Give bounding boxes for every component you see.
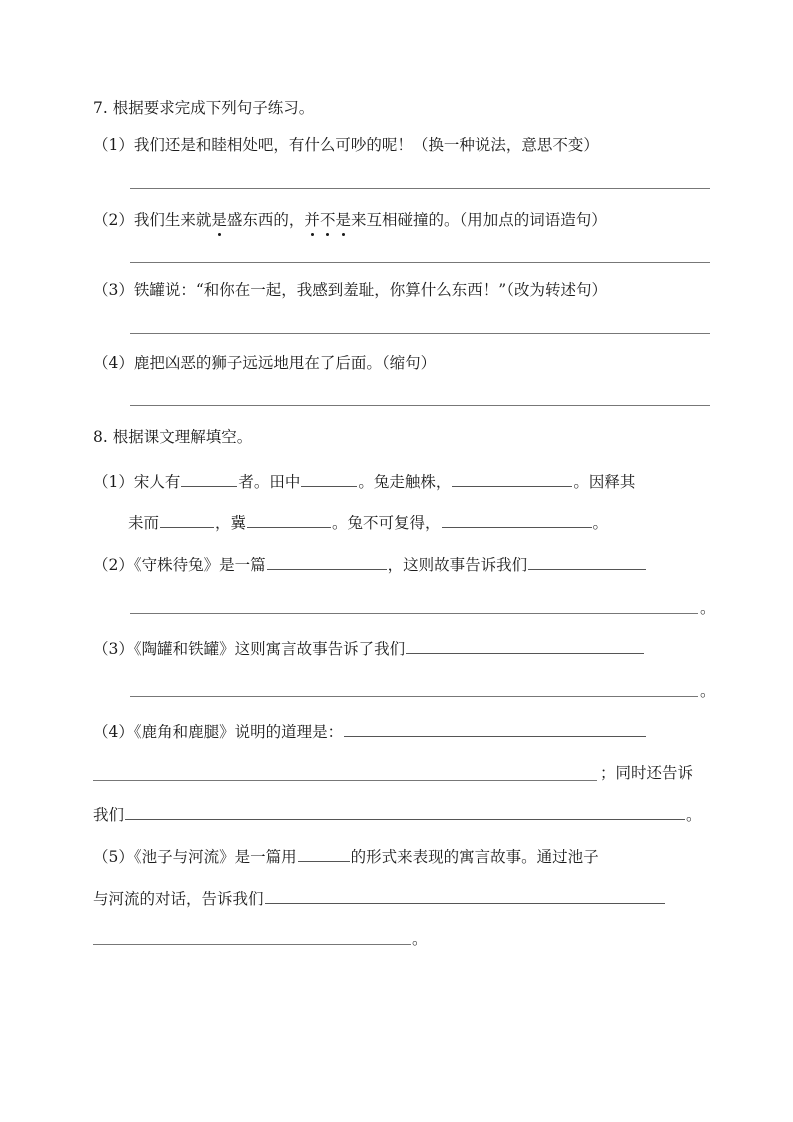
q8-item-5-line-2 [93,887,666,910]
period: 。 [700,682,716,700]
item-label: （3） [93,640,134,658]
item-text: 耒而 [128,514,160,532]
answer-line[interactable] [93,780,597,781]
fill-blank[interactable] [298,845,350,862]
question-8-title: 8. 根据课文理解填空。 [93,428,253,446]
fill-blank[interactable] [406,637,644,654]
fill-blank[interactable] [442,511,592,528]
answer-line[interactable] [130,405,710,406]
emphasis-dot-char: 是 [211,211,227,229]
item-text: 我们生来就 [133,211,212,229]
answer-line[interactable] [130,262,710,263]
fill-blank[interactable] [452,470,572,487]
fill-blank[interactable] [528,553,646,570]
item-label: （4） [93,354,134,372]
emphasis-dot-char: 是 [335,211,351,229]
item-label: （1） [93,136,134,154]
answer-line[interactable] [130,613,698,614]
q7-item-4 [93,352,436,374]
fill-blank[interactable] [344,720,646,737]
fill-blank[interactable] [181,470,237,487]
q8-item-3-line-1 [93,637,645,660]
q8-item-2-line-1 [93,553,647,576]
item-text: 《池子与河流》是一篇用 [133,848,297,866]
period: 。 [412,930,428,948]
item-text: 。 [592,514,609,532]
item-label: （4） [93,723,134,741]
answer-line[interactable] [130,333,710,334]
item-label: （3） [93,281,134,299]
emphasis-dot-char: 并 [304,211,320,229]
item-text: 《陶罐和铁罐》这则寓言故事告诉了我们 [133,640,406,658]
fill-blank[interactable] [267,553,387,570]
item-text: 者。田中 [238,473,301,491]
q8-item-5-line-1 [93,845,599,868]
period: 。 [700,599,716,617]
item-text: 来互相碰撞的。（用加点的词语造句） [350,211,607,229]
question-7-title: 7. 根据要求完成下列句子练习。 [93,99,315,117]
item-label: （2） [93,556,134,574]
item-text: 。兔走触株， [358,473,452,491]
item-label: （2） [93,211,134,229]
q8-item-1-line-2 [128,511,608,534]
item-text: 。兔不可复得， [332,514,441,532]
item-text: ，冀 [215,514,247,532]
item-text: 宋人有 [133,473,181,491]
answer-line[interactable] [130,188,710,189]
q8-item-1-line-1 [93,470,635,493]
item-text: 《鹿角和鹿腿》说明的道理是： [133,723,344,741]
item-label: （1） [93,473,134,491]
item-text: 鹿把凶恶的狮子远远地甩在了后面。（缩句） [133,354,437,372]
q7-item-3 [93,279,607,301]
item-text: 铁罐说：“和你在一起，我感到羞耻，你算什么东西！”（改为转述句） [133,281,607,299]
q7-item-2 [93,209,607,231]
fill-blank[interactable] [125,803,685,820]
q8-item-4-line-1 [93,720,647,743]
answer-line[interactable] [130,696,698,697]
fill-blank[interactable] [247,511,331,528]
q8-item-4-line-2-text: ；同时还告诉 [600,764,694,782]
emphasis-dot-char: 不 [319,211,336,229]
q7-item-1 [93,134,599,156]
item-text: 。因释其 [573,473,636,491]
item-label: （5） [93,848,134,866]
fill-blank[interactable] [265,887,665,904]
item-text: 与河流的对话，告诉我们 [93,890,264,908]
item-text: 盛东西的， [226,211,305,229]
item-text: 。 [686,806,702,824]
item-text: 《守株待兔》是一篇 [133,556,266,574]
q8-item-4-line-3 [93,803,702,826]
item-text: 的形式来表现的寓言故事。通过池子 [350,848,599,866]
fill-blank[interactable] [301,470,357,487]
fill-blank[interactable] [160,511,214,528]
item-text: ，这则故事告诉我们 [387,556,528,574]
item-text: 我们 [93,806,125,824]
item-text: 我们还是和睦相处吧，有什么可吵的呢！（换一种说法，意思不变） [133,136,599,154]
answer-line[interactable] [93,944,411,945]
